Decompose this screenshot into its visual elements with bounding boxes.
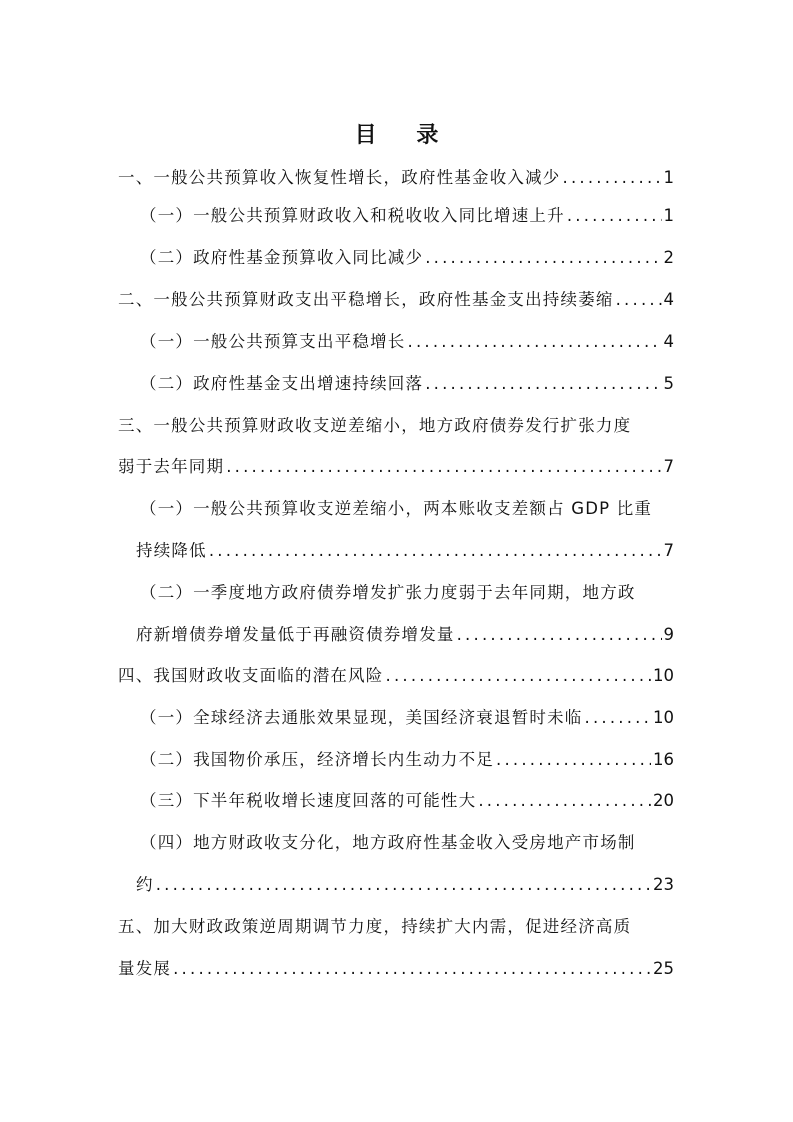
- toc-entry-text[interactable]: （二）一季度地方政府债券增发扩张力度弱于去年同期，地方政: [140, 583, 636, 602]
- toc-page-number: 5: [663, 374, 674, 393]
- toc-entry-text-cont: 府新增债券增发量低于再融资债券增发量: [136, 625, 455, 644]
- dot-leader: [563, 163, 662, 193]
- toc-page-number: 16: [653, 750, 674, 769]
- toc-entry[interactable]: [140, 243, 674, 273]
- toc-entry[interactable]: [140, 786, 674, 816]
- toc-entry-text[interactable]: 三、一般公共预算财政收支逆差缩小，地方政府债券发行扩张力度: [118, 416, 632, 435]
- toc-entry[interactable]: [140, 745, 674, 775]
- dot-leader: [425, 243, 661, 273]
- toc-entry-text: （一）全球经济去通胀效果显现，美国经济衰退暂时未临: [140, 708, 583, 727]
- toc-entry-text-cont: 约: [136, 875, 154, 894]
- dot-leader: [386, 661, 652, 691]
- dot-leader: [567, 201, 662, 231]
- toc-entry[interactable]: [140, 369, 674, 399]
- toc-entry-text: 一、一般公共预算收入恢复性增长，政府性基金收入减少: [118, 168, 561, 187]
- toc-entry-text-cont: 量发展: [118, 959, 172, 978]
- toc-entry-text-cont: 持续降低: [136, 541, 207, 560]
- toc-entry-text: （一）一般公共预算支出平稳增长: [140, 332, 406, 351]
- toc-page-number: 23: [653, 875, 674, 894]
- dot-leader: [226, 452, 661, 482]
- dot-leader: [156, 870, 651, 900]
- toc-page-number: 25: [653, 959, 674, 978]
- toc-entry[interactable]: [136, 620, 674, 650]
- toc-page-number: 10: [653, 666, 674, 685]
- toc-page-number: 1: [663, 206, 674, 225]
- toc-entry[interactable]: [136, 536, 674, 566]
- toc-entry-text: （三）下半年税收增长速度回落的可能性大: [140, 791, 477, 810]
- toc-entry[interactable]: [118, 452, 674, 482]
- toc-page-number: 4: [663, 290, 674, 309]
- dot-leader: [408, 327, 662, 357]
- dot-leader: [173, 954, 651, 984]
- toc-entry[interactable]: [140, 703, 674, 733]
- toc-entry[interactable]: [118, 661, 674, 691]
- toc-page-number: 10: [653, 708, 674, 727]
- toc-entry-text: （二）政府性基金预算收入同比减少: [140, 248, 424, 267]
- dot-leader: [616, 285, 662, 315]
- toc-entry[interactable]: [136, 870, 674, 900]
- toc-entry-text: 二、一般公共预算财政支出平稳增长，政府性基金支出持续萎缩: [118, 290, 614, 309]
- dot-leader: [585, 703, 652, 733]
- toc-entry[interactable]: [118, 954, 674, 984]
- toc-page-number: 2: [663, 248, 674, 267]
- toc-entry-text[interactable]: （四）地方财政收支分化，地方政府性基金收入受房地产市场制: [140, 833, 636, 852]
- toc-entry-text: （二）我国物价承压，经济增长内生动力不足: [140, 750, 494, 769]
- toc-page-number: 7: [663, 457, 674, 476]
- toc-entry-text: （二）政府性基金支出增速持续回落: [140, 374, 424, 393]
- toc-entry-text: 四、我国财政收支面临的潜在风险: [118, 666, 384, 685]
- toc-entry[interactable]: [118, 285, 674, 315]
- toc-page-number: 9: [663, 625, 674, 644]
- toc-title: 目 录: [354, 123, 455, 148]
- toc-entry-text[interactable]: （一）一般公共预算收支逆差缩小，两本账收支差额占 GDP 比重: [140, 499, 653, 518]
- dot-leader: [457, 620, 662, 650]
- toc-page-number: 4: [663, 332, 674, 351]
- toc-entry-text-cont: 弱于去年同期: [118, 457, 225, 476]
- dot-leader: [425, 369, 661, 399]
- toc-entry[interactable]: [118, 163, 674, 193]
- toc-entry[interactable]: [140, 201, 674, 231]
- toc-page-number: 7: [663, 541, 674, 560]
- toc-entry-text[interactable]: 五、加大财政政策逆周期调节力度，持续扩大内需，促进经济高质: [118, 917, 632, 936]
- toc-entry-text: （一）一般公共预算财政收入和税收收入同比增速上升: [140, 206, 565, 225]
- toc-page-number: 20: [653, 791, 674, 810]
- dot-leader: [478, 786, 651, 816]
- toc-page-number: 1: [663, 168, 674, 187]
- toc-entry[interactable]: [140, 327, 674, 357]
- dot-leader: [496, 745, 651, 775]
- dot-leader: [209, 536, 662, 566]
